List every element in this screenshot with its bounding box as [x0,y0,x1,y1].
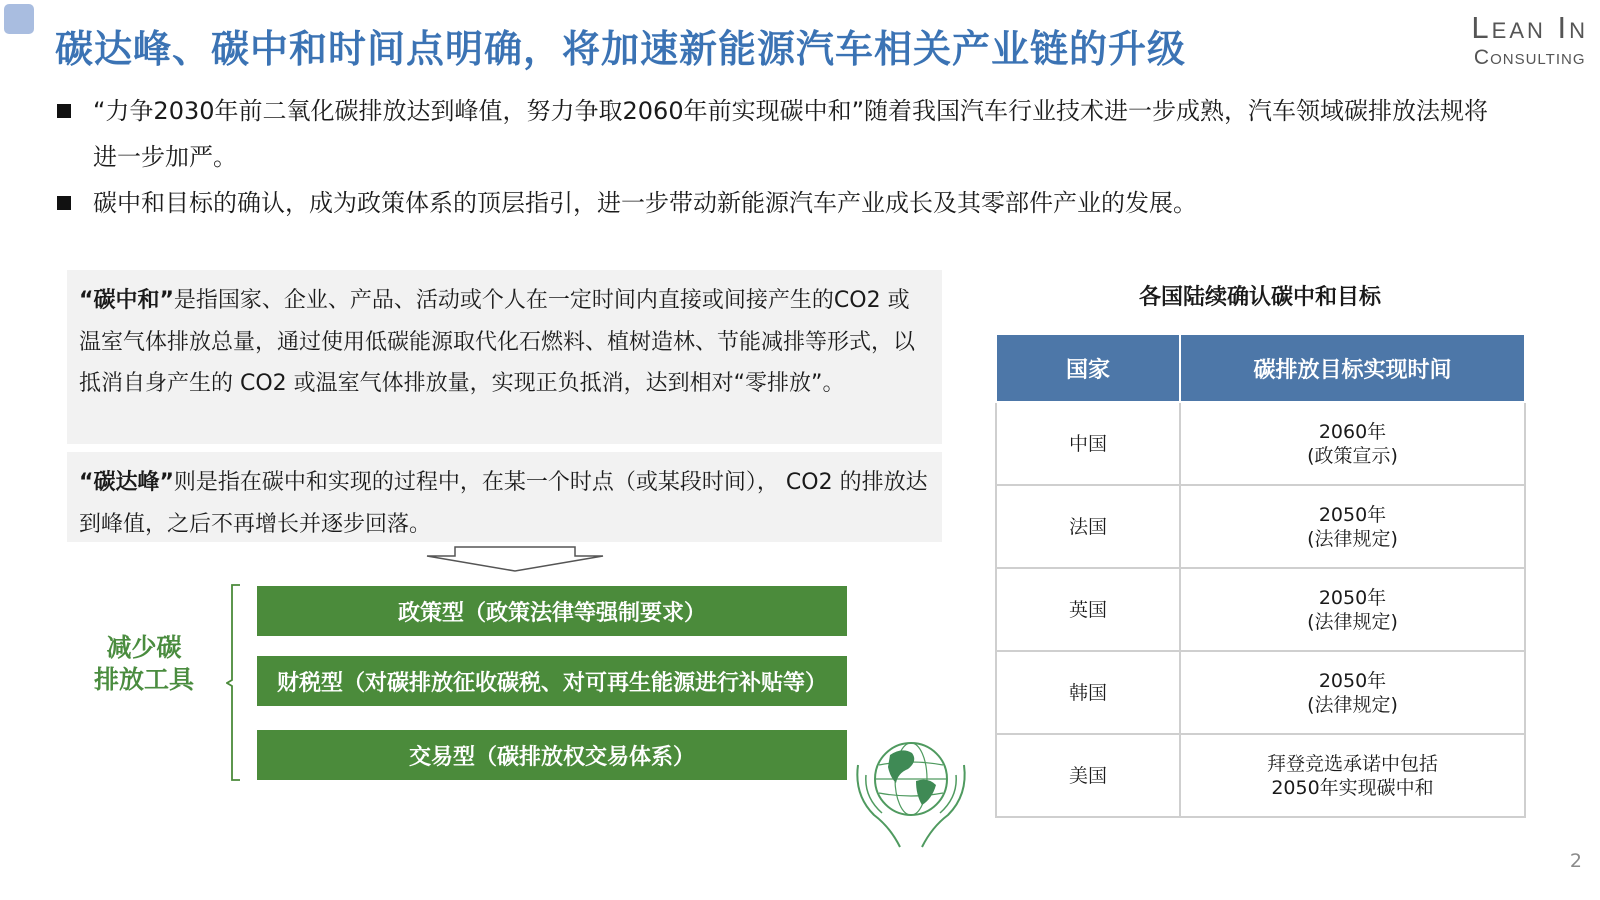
bullet-square-icon [57,196,71,210]
country-cell: 美国 [996,734,1180,817]
definition-term: “碳达峰” [79,470,174,495]
target-cell [1180,651,1525,734]
bullet-item [55,88,1505,180]
bullet-square-icon [57,104,71,118]
country-cell: 法国 [996,485,1180,568]
country-cell: 英国 [996,568,1180,651]
target-line2: 2050年实现碳中和 [1271,776,1434,799]
tools-label [70,632,218,696]
target-line2: (法律规定) [1307,610,1398,633]
carbon-target-table [995,333,1526,818]
page-number: 2 [1569,850,1582,872]
carbon-peak-definition [67,452,942,542]
target-line1: 2060年 [1318,420,1387,443]
tools-label-line1: 减少碳 [106,633,182,662]
country-cell: 中国 [996,402,1180,485]
target-line2: (法律规定) [1307,527,1398,550]
target-line2: (政策宣示) [1307,444,1398,467]
target-line2: (法律规定) [1307,693,1398,716]
definition-text: 是指国家、企业、产品、活动或个人在一定时间内直接或间接产生的CO2 或温室气体排放总量，通过使用低碳能源取代化石燃料、植树造林、节能减排等形式，以抵消自身产生的 CO2 或温室气体排放量，实现正负抵消，达到相对“零排放”。 [79,288,916,396]
target-line1: 拜登竞选承诺中包括 [1266,752,1438,775]
tool-fiscal-bar: 财税型（对碳排放征收碳税、对可再生能源进行补贴等） [257,656,847,706]
carbon-neutral-definition [67,270,942,444]
down-arrow-icon [425,546,605,572]
target-cell [1180,568,1525,651]
header-country: 国家 [996,334,1180,402]
bullet-list [55,88,1505,226]
bullet-text: 碳中和目标的确认，成为政策体系的顶层指引，进一步带动新能源汽车产业成长及其零部件产业的发展。 [93,189,1197,217]
target-cell [1180,402,1525,485]
target-line1: 2050年 [1318,669,1387,692]
tool-policy-bar: 政策型（政策法律等强制要求） [257,586,847,636]
globe-in-hands-icon [852,735,970,850]
country-cell: 韩国 [996,651,1180,734]
table-header-row [996,334,1525,402]
table-row [996,651,1525,734]
page-title: 碳达峰、碳中和时间点明确，将加速新能源汽车相关产业链的升级 [55,27,1187,71]
company-logo [1471,10,1588,70]
definition-term: “碳中和” [79,288,174,313]
table-row [996,734,1525,817]
target-cell [1180,734,1525,817]
corner-marker [4,4,34,34]
bullet-text: “力争2030年前二氧化碳排放达到峰值，努力争取2060年前实现碳中和”随着我国汽车行业技术进一步成熟，汽车领域碳排放法规将进一步加严。 [93,97,1489,171]
table-row [996,485,1525,568]
target-cell [1180,485,1525,568]
bullet-item [55,180,1505,226]
logo-line1: Lean In [1471,10,1588,45]
definition-text: 则是指在碳中和实现的过程中，在某一个时点（或某段时间）， CO2 的排放达到峰值，之后不再增长并逐步回落。 [79,470,928,537]
target-line1: 2050年 [1318,586,1387,609]
left-brace-icon [226,584,242,782]
target-line1: 2050年 [1318,503,1387,526]
table-row [996,402,1525,485]
table-title: 各国陆续确认碳中和目标 [1138,285,1381,310]
tool-trading-bar: 交易型（碳排放权交易体系） [257,730,847,780]
header-target-time: 碳排放目标实现时间 [1180,334,1525,402]
tools-label-line2: 排放工具 [93,665,194,694]
logo-line2: Consulting [1473,46,1586,69]
table-row [996,568,1525,651]
